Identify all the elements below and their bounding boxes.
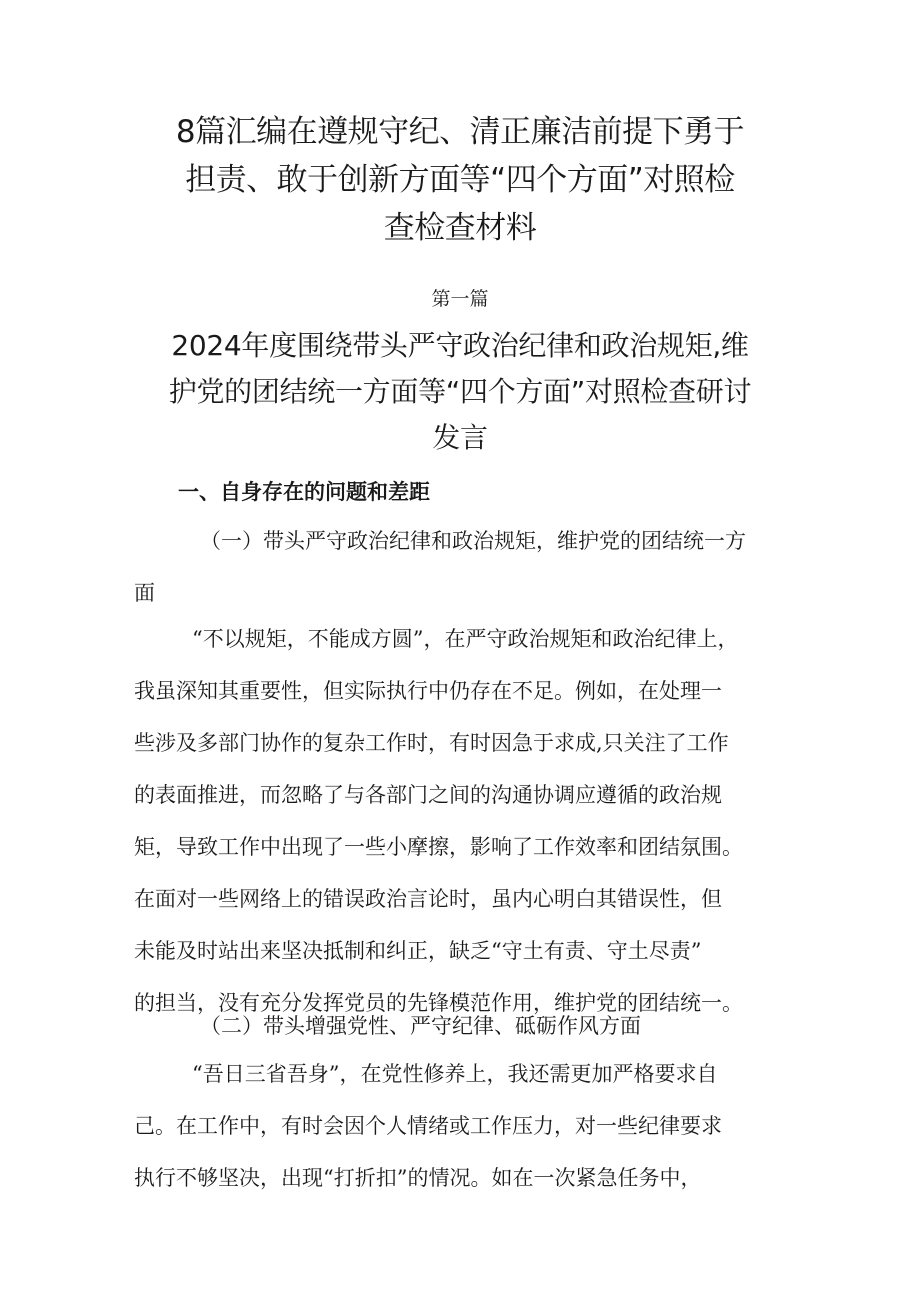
paragraph-line: 己。在工作中，有时会因个人情绪或工作压力，对一些纪律要求: [134, 1114, 722, 1138]
paragraph-line: 未能及时站出来坚决抵制和纠正，缺乏“守土有责、守土尽责”: [134, 939, 702, 963]
paragraph-line: “不以规矩，不能成方圆”，在严守政治规矩和政治纪律上，: [192, 627, 739, 651]
paragraph-line: 执行不够坚决，出现“打折扣”的情况。如在一次紧急任务中，: [134, 1166, 702, 1190]
paragraph-line: 矩，导致工作中出现了一些小摩擦，影响了工作效率和团结氛围。: [134, 835, 743, 859]
subsection-heading-line: （二）带头增强党性、严守纪律、砥砺作风方面: [200, 1014, 641, 1038]
chapter-label: 第一篇: [431, 288, 489, 310]
sub-title-line: 护党的团结统一方面等“四个方面”对照检查研讨: [168, 375, 752, 408]
paragraph: [134, 1048, 796, 1204]
section-heading: 一、自身存在的问题和差距: [178, 479, 430, 504]
main-title-line: 8篇汇编在遵规守纪、清正廉洁前提下勇于: [175, 114, 745, 150]
main-title: [120, 108, 800, 252]
main-title-line: 担责、敢于创新方面等“四个方面”对照检: [185, 162, 735, 198]
paragraph-line: 的表面推进，而忽略了与各部门之间的沟通协调应遵循的政治规: [134, 783, 722, 807]
subsection-heading-line: 面: [134, 581, 155, 605]
subsection-heading: [134, 515, 796, 619]
paragraph-line: 在面对一些网络上的错误政治言论时，虽内心明白其错误性，但: [134, 887, 722, 911]
sub-title: [100, 323, 820, 461]
paragraph: [134, 613, 796, 1029]
paragraph-line: 些涉及多部门协作的复杂工作时，有时因急于求成,只关注了工作: [134, 731, 729, 755]
paragraph-line: 我虽深知其重要性，但实际执行中仍存在不足。例如，在处理一: [134, 679, 722, 703]
sub-title-line: 2024年度围绕带头严守政治纪律和政治规矩,维: [171, 329, 749, 362]
main-title-line: 查检查材料: [383, 210, 537, 246]
paragraph-line: “吾日三省吾身”，在党性修养上，我还需更加严格要求自: [192, 1062, 718, 1086]
subsection-heading-line: （一）带头严守政治纪律和政治规矩，维护党的团结统一方: [200, 529, 746, 553]
sub-title-line: 发言: [432, 421, 488, 454]
subsection-heading: [134, 1000, 796, 1052]
paragraph-line: 的担当，没有充分发挥党员的先锋模范作用，维护党的团结统一。: [134, 991, 743, 1015]
